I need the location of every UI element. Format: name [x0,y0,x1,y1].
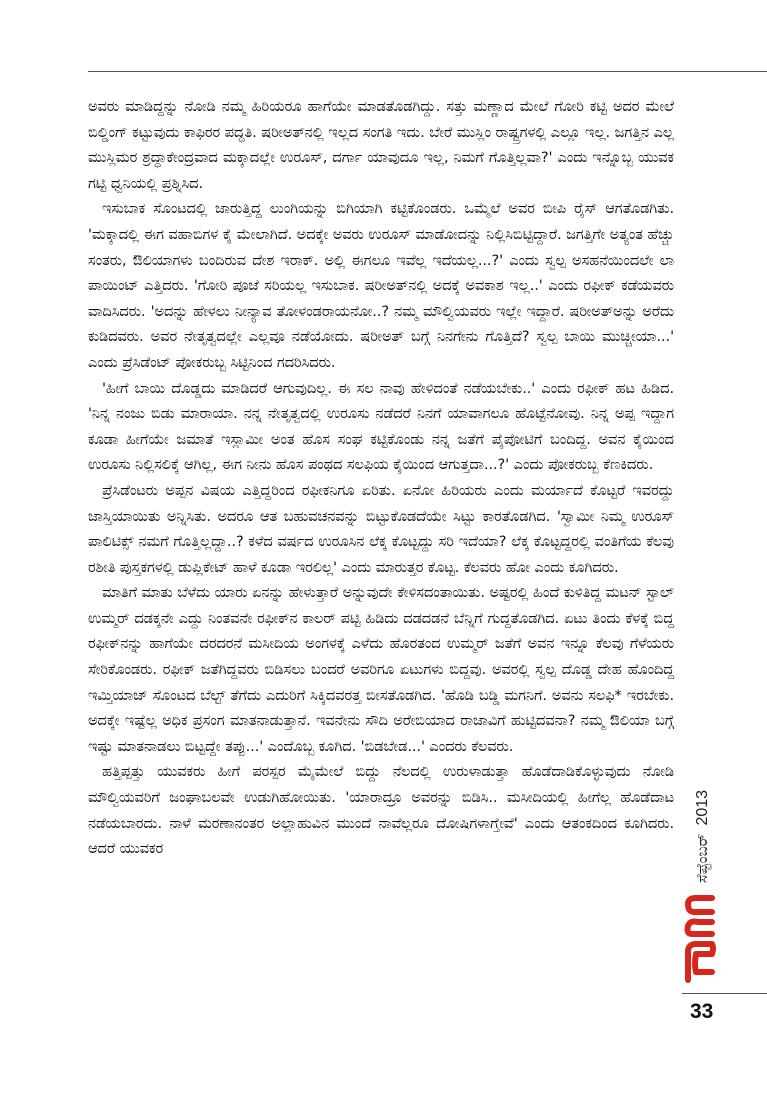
paragraph-3: 'ಹೀಗೆ ಬಾಯಿ ದೊಡ್ಡದು ಮಾಡಿದರೆ ಆಗುವುದಿಲ್ಲ. ಈ ಸಲ ನಾವು ಹೇಳಿದಂತೆ ನಡೆಯಬೇಕು..' ಎಂದು ರಫೀಕ್ ಹಟ ಹಿಡಿದ. 'ನಿನ್ನ ನಂಜು ಬಿಡು ಮಾರಾಯಾ. ನನ್ನ ನೇತೃತ್ವದಲ್ಲಿ ಉರೂಸು ನಡೆದರೆ ನಿನಗೆ ಯಾವಾಗಲೂ ಹೊಟ್ಟೆನೋವು. ನಿನ್ನ ಅಪ್ಪ ಇದ್ದಾಗ ಕೂಡಾ ಹೀಗೆಯೇ ಜಮಾತೆ ಇಸ್ಲಾಮೀ ಅಂತ ಹೊಸ ಸಂಘ ಕಟ್ಟಿಕೊಂಡು ನನ್ನ ಜತೆಗೆ ಪೈಪೋಟಿಗೆ ಬಂದಿದ್ದ. ಅವನ ಕೈಯಿಂದ ಉರೂಸು ನಿಲ್ಲಿಸಲಿಕ್ಕೆ ಆಗಿಲ್ಲ, ಈಗ ನೀನು ಹೊಸ ಪಂಥದ ಸಲಫಿಯ ಕೈಯಿಂದ ಆಗುತ್ತದಾ...?' ಎಂದು ಪೋಕರುಬ್ಬ ಕೆಣಕಿದರು. [88,379,674,474]
top-rule [88,71,767,72]
issue-month: ಸೆಪ್ಟೆಂಬರ್ [693,833,711,883]
paragraph-6: ಹತ್ತಿಪ್ಪತ್ತು ಯುವಕರು ಹೀಗೆ ಪರಸ್ಪರ ಮೈಮೇಲೆ ಬಿದ್ದು ನೆಲದಲ್ಲಿ ಉರುಳಾಡುತ್ತಾ ಹೊಡೆದಾಡಿಕೊಳ್ಳುವುದು ನೋಡಿ ಮೌಲ್ವಿಯವರಿಗೆ ಜಂಘಾಬಲವೇ ಉಡುಗಿಹೋಯಿತು. 'ಯಾರಾದ್ರೂ ಅವರನ್ನು ಬಿಡಿಸಿ.. ಮಸೀದಿಯಲ್ಲಿ ಹೀಗೆಲ್ಲ ಹೊಡೆದಾಟ ನಡೆಯಬಾರದು. ನಾಳೆ ಮರಣಾನಂತರ ಅಲ್ಲಾಹುವಿನ ಮುಂದೆ ನಾವೆಲ್ಲರೂ ದೋಷಿಗಳಾಗ್ತೇವೆ' ಎಂದು ಆತಂಕದಿಂದ ಕೂಗಿದರು. ಆದರೆ ಯುವಕರ [88,763,674,858]
paragraph-2: ಇಸುಬಾಕ ಸೊಂಟದಲ್ಲಿ ಜಾರುತ್ತಿದ್ದ ಲುಂಗಿಯನ್ನು ಬಿಗಿಯಾಗಿ ಕಟ್ಟಿಕೊಂಡರು. ಒಮ್ಮೆಲೆ ಅವರ ಬೀಪಿ ರೈಸ್ ಆಗತೊಡಗಿತು. 'ಮಕ್ಕಾದಲ್ಲಿ ಈಗ ವಹಾಬಿಗಳ ಕೈ ಮೇಲಾಗಿದೆ. ಅದಕ್ಕೇ ಅವರು ಉರೂಸ್ ಮಾಡೋದನ್ನು ನಿಲ್ಲಿಸಿಬಿಟ್ಟಿದ್ದಾರೆ. ಜಗತ್ತಿಗೇ ಅತ್ಯಂತ ಹೆಚ್ಚು ಸಂತರು, ಔಲಿಯಾಗಳು ಬಂದಿರುವ ದೇಶ ಇರಾಕ್. ಅಲ್ಲಿ ಈಗಲೂ ಇವೆಲ್ಲ ಇದೆಯಲ್ಲ...?' ಎಂದು ಸ್ವಲ್ಪ ಅಸಹನೆಯಿಂದಲೇ ಲಾ ಪಾಯಿಂಟ್ ಎತ್ತಿದರು. 'ಗೋರಿ ಪೂಜೆ ಸರಿಯಲ್ಲ ಇಸುಬಾಕ. ಷರೀಅತ್‌ನಲ್ಲಿ ಅದಕ್ಕೆ ಅವಕಾಶ ಇಲ್ಲ..' ಎಂದು ರಫೀಕ್ ಕಡೆಯವರು ವಾದಿಸಿದರು. 'ಅದನ್ನು ಹೇಳಲು ನೀನ್ಯಾವ ತೋಳಂಡರಾಯನೋ..? ನಮ್ಮ ಮೌಲ್ವಿಯವರು ಇಲ್ಲೇ ಇದ್ದಾರೆ. ಷರೀಅತ್‌ಅನ್ನು ಅರೆದು ಕುಡಿದವರು. ಅವರ ನೇತೃತ್ವದಲ್ಲೇ ಎಲ್ಲವೂ ನಡೆಯೋದು. ಷರೀಅತ್ ಬಗ್ಗೆ ನಿನಗೇನು ಗೊತ್ತಿದೆ? ಸ್ವಲ್ಪ ಬಾಯಿ ಮುಚ್ಚೀಯಾ...' ಎಂದು ಪ್ರೆಸಿಡೆಂಟ್ ಪೋಕರುಬ್ಬ ಸಿಟ್ಟಿನಿಂದ ಗದರಿಸಿದರು. [88,200,675,371]
magazine-sidebar [682,760,722,990]
paragraph-5: ಮಾತಿಗೆ ಮಾತು ಬೆಳೆದು ಯಾರು ಏನನ್ನು ಹೇಳುತ್ತಾರೆ ಅನ್ನುವುದೇ ಕೇಳಿಸದಂತಾಯಿತು. ಅಷ್ಟರಲ್ಲಿ ಹಿಂದೆ ಕುಳಿತಿದ್ದ ಮಟನ್ ಸ್ಟಾಲ್ ಉಮ್ಮರ್ ದಡಕ್ಕನೇ ಎದ್ದು ನಿಂತವನೇ ರಫೀಕ್‌ನ ಕಾಲರ್ ಪಟ್ಟಿ ಹಿಡಿದು ದಡದಡನೆ ಬೆನ್ನಿಗೆ ಗುದ್ದತೊಡಗಿದ. ಏಟು ತಿಂದು ಕೆಳಕ್ಕೆ ಬಿದ್ದ ರಫೀಕ್‌ನನ್ನು ಹಾಗೆಯೇ ದರದರನೆ ಮಸೀದಿಯ ಅಂಗಳಕ್ಕೆ ಎಳೆದು ಹೊರತಂದ ಉಮ್ಮರ್ ಜತೆಗೆ ಅವನ ಇನ್ನೂ ಕೆಲವು ಗೆಳೆಯರು ಸೇರಿಕೊಂಡರು. ರಫೀಕ್ ಜತೆಗಿದ್ದವರು ಬಿಡಿಸಲು ಬಂದರೆ ಅವರಿಗೂ ಏಟುಗಳು ಬಿದ್ದವು. ಅವರಲ್ಲಿ ಸ್ವಲ್ಪ ದೊಡ್ಡ ದೇಹ ಹೊಂದಿದ್ದ ಇಮ್ತಿಯಾಜ್ ಸೊಂಟದ ಬೆಲ್ಟ್ ತೆಗೆದು ಎದುರಿಗೆ ಸಿಕ್ಕಿದವರತ್ತ ಬೀಸತೊಡಗಿದ. 'ಹೊಡಿ ಬಡ್ಡಿ ಮಗನಿಗೆ. ಅವನು ಸಲಫಿ* ಇರಬೇಕು. ಅದಕ್ಕೇ ಇಷ್ಟೆಲ್ಲ ಅಧಿಕ ಪ್ರಸಂಗ ಮಾತನಾಡುತ್ತಾನೆ. ಇವನೇನು ಸೌದಿ ಅರೇಬಿಯಾದ ರಾಜಾವಿಗೆ ಹುಟ್ಟಿದವನಾ? ನಮ್ಮ ಔಲಿಯಾ ಬಗ್ಗೆ ಇಷ್ಟು ಮಾತನಾಡಲು ಬಿಟ್ಟದ್ದೇ ತಪ್ಪು...' ಎಂದೊಬ್ಬ ಕೂಗಿದ. 'ಬಿಡಬೇಡ...' ಎಂದರು ಕೆಲವರು. [88,584,674,755]
article-body [88,94,674,862]
issue-label [686,763,718,883]
paragraph-1: ಅವರು ಮಾಡಿದ್ದನ್ನು ನೋಡಿ ನಮ್ಮ ಹಿರಿಯರೂ ಹಾಗೆಯೇ ಮಾಡತೊಡಗಿದ್ದು. ಸತ್ತು ಮಣ್ಣಾದ ಮೇಲೆ ಗೋರಿ ಕಟ್ಟಿ ಅದರ ಮೇಲೆ ಬಿಲ್ಡಿಂಗ್ ಕಟ್ಟುವುದು ಕಾಫಿರರ ಪದ್ಧತಿ. ಷರೀಅತ್‌ನಲ್ಲಿ ಇಲ್ಲದ ಸಂಗತಿ ಇದು. ಬೇರೆ ಮುಸ್ಲಿಂ ರಾಷ್ಟ್ರಗಳಲ್ಲಿ ಎಲ್ಲೂ ಇಲ್ಲ. ಜಗತ್ತಿನ ಎಲ್ಲ ಮುಸ್ಲಿಮರ ಶ್ರದ್ಧಾಕೇಂದ್ರವಾದ ಮಕ್ಕಾದಲ್ಲೇ ಉರೂಸ್, ದರ್ಗಾ ಯಾವುದೂ ಇಲ್ಲ, ನಿಮಗೆ ಗೊತ್ತಿಲ್ಲವಾ?' ಎಂದು ಇನ್ನೊಬ್ಬ ಯುವಕ ಗಟ್ಟಿ ಧ್ವನಿಯಲ್ಲಿ ಪ್ರಶ್ನಿಸಿದ. [88,98,674,192]
page-number: 33 [690,1000,714,1023]
bottom-rule [682,993,767,994]
magazine-logo [682,890,720,986]
paragraph-4: ಪ್ರೆಸಿಡೆಂಟರು ಅಪ್ಪನ ವಿಷಯ ಎತ್ತಿದ್ದರಿಂದ ರಫೀಕನಿಗೂ ಏರಿತು. ಏನೋ ಹಿರಿಯರು ಎಂದು ಮರ್ಯಾದೆ ಕೊಟ್ಟರೆ ಇವರದ್ದು ಜಾಸ್ತಿಯಾಯಿತು ಅನ್ನಿಸಿತು. ಅದರೂ ಆತ ಬಹುವಚನವನ್ನು ಬಿಟ್ಟುಕೊಡದೆಯೇ ಸಿಟ್ಟು ಕಾರತೊಡಗಿದ. 'ಸ್ವಾಮೀ ನಿಮ್ಮ ಉರೂಸ್ ಪಾಲಿಟಿಕ್ಸ್ ನಮಗೆ ಗೊತ್ತಿಲ್ಲದ್ದಾ..? ಕಳೆದ ವರ್ಷದ ಉರೂಸಿನ ಲೆಕ್ಕ ಕೊಟ್ಟದ್ದು ಸರಿ ಇದೆಯಾ? ಲೆಕ್ಕ ಕೊಟ್ಟದ್ದರಲ್ಲಿ ವಂತಿಗೆಯ ಕೆಲವು ರಶೀತಿ ಪುಸ್ತಕಗಳಲ್ಲಿ ಡುಪ್ಲಿಕೇಟ್ ಹಾಳೆ ಕೂಡಾ ಇರಲಿಲ್ಲ' ಎಂದು ಮಾರುತ್ತರ ಕೊಟ್ಟ. ಕೆಲವರು ಹೋ ಎಂದು ಕೂಗಿದರು. [88,481,674,576]
issue-year: 2013 [694,789,711,826]
